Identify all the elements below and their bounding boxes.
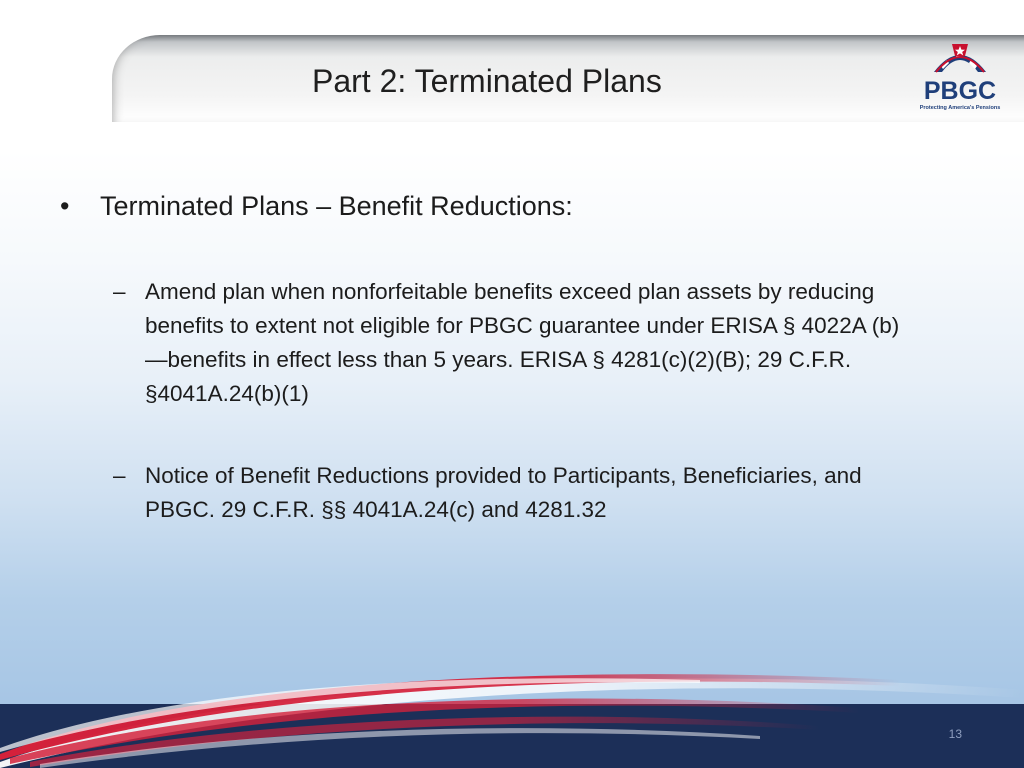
dash-icon: – xyxy=(113,463,126,488)
sub-item xyxy=(113,275,913,411)
slide-title: Part 2: Terminated Plans xyxy=(312,63,662,99)
dash-icon: – xyxy=(113,279,126,304)
sub-item-text: Amend plan when nonforfeitable benefits exceed plan assets by reducing benefits to extent not eligible for PBGC guarantee under ERISA § 4022A (b)—benefits in effect less than 5 years. ERISA § 4281(c)(2)(B); 29 C.F.R. §4041A.24(b)(1) xyxy=(145,279,900,406)
bullet-dot-icon: • xyxy=(60,191,70,221)
flag-swoosh xyxy=(0,650,1024,768)
logo-text: PBGC xyxy=(923,77,997,105)
logo-tagline: Protecting America's Pensions xyxy=(919,105,1001,111)
pbgc-logo xyxy=(912,42,1008,112)
sub-item-text: Notice of Benefit Reductions provided to Participants, Beneficiaries, and PBGC. 29 C.F.R. §§ 4041A.24(c) and 4281.32 xyxy=(145,463,862,522)
sub-item xyxy=(113,459,913,527)
main-bullet-text: Terminated Plans – Benefit Reductions: xyxy=(100,191,573,221)
page-number: 13 xyxy=(948,727,962,741)
main-bullet xyxy=(60,188,573,224)
pbgc-logo-icon xyxy=(912,42,1008,112)
